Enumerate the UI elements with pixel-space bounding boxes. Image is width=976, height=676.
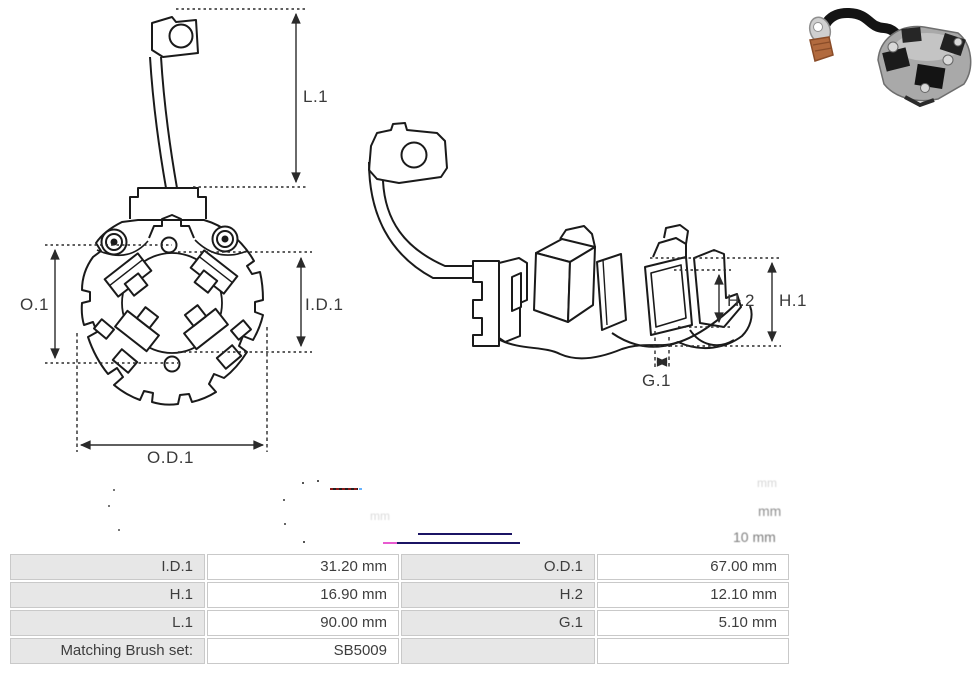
dim-label-id1: I.D.1: [305, 295, 344, 314]
spec-value-brush-set: SB5009: [207, 638, 399, 664]
front-hole-top: [162, 238, 177, 253]
spec-label-h1: H.1: [10, 582, 205, 608]
side-body-right: [694, 250, 741, 327]
dim-label-od1: O.D.1: [147, 448, 194, 467]
ghost-text-fragment: mm: [370, 509, 390, 523]
front-mount-block: [130, 188, 206, 219]
spec-value-g1: 5.10 mm: [597, 610, 789, 636]
dim-label-g1: G.1: [642, 371, 671, 390]
product-photo: [796, 0, 976, 110]
spec-label-l1: L.1: [10, 610, 205, 636]
spec-value-empty: [597, 638, 789, 664]
dim-label-o1: O.1: [20, 295, 49, 314]
ghost-text-fragment: mm: [758, 503, 782, 519]
front-terminal-lug: [152, 17, 198, 57]
spec-value-id1: 31.20 mm: [207, 554, 399, 580]
side-body-slot: [512, 273, 521, 311]
spec-label-brush-set: Matching Brush set:: [10, 638, 205, 664]
side-brush-box-a: [534, 226, 595, 322]
spec-value-l1: 90.00 mm: [207, 610, 399, 636]
ghost-text-fragment: mm: [757, 476, 777, 490]
spec-label-g1: G.1: [401, 610, 595, 636]
side-view: [369, 123, 752, 358]
spec-table: [10, 554, 789, 664]
spec-label-id1: I.D.1: [10, 554, 205, 580]
spec-value-h2: 12.10 mm: [597, 582, 789, 608]
photo-illustration: [806, 13, 970, 105]
dim-label-h1: H.1: [779, 291, 807, 310]
side-brush-box-b: [645, 225, 692, 335]
photo-assembly: [878, 27, 971, 105]
side-bracket: [473, 261, 499, 346]
front-eyelet-right: [213, 227, 238, 252]
ghost-text-fragment: 10 mm: [733, 529, 776, 545]
spec-label-empty: [401, 638, 595, 664]
spec-label-od1: O.D.1: [401, 554, 595, 580]
spec-label-h2: H.2: [401, 582, 595, 608]
front-view: [82, 17, 263, 405]
front-eyelet-left: [102, 230, 127, 255]
dim-label-h2: H.2: [727, 291, 755, 310]
spec-value-h1: 16.90 mm: [207, 582, 399, 608]
front-hole-bottom: [165, 357, 180, 372]
dim-label-l1: L.1: [303, 87, 329, 106]
spec-value-od1: 67.00 mm: [597, 554, 789, 580]
side-terminal-lug: [369, 123, 447, 183]
side-base-squiggle: [690, 330, 734, 345]
front-lead-wire: [150, 57, 177, 188]
side-body-mid: [597, 254, 626, 330]
